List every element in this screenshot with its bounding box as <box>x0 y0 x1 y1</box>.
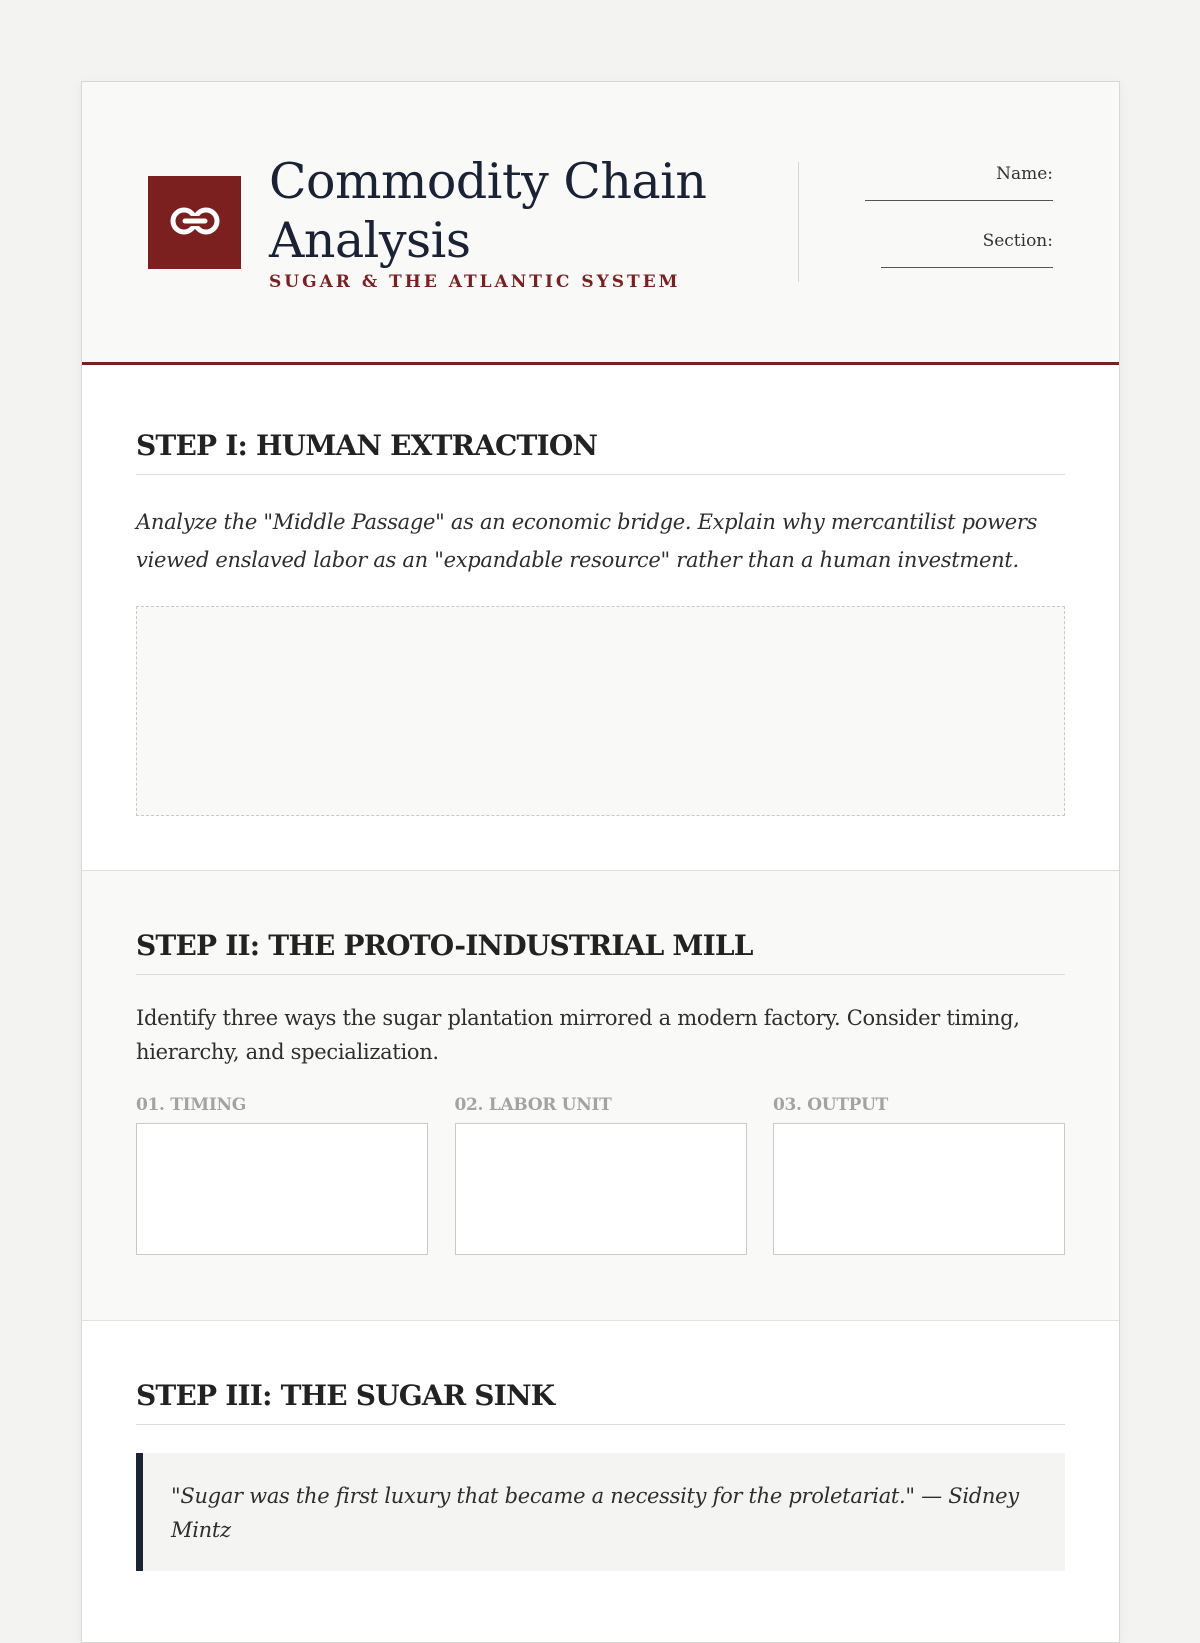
step-1-title: STEP I: HUMAN EXTRACTION <box>136 429 1065 475</box>
mintz-quote: "Sugar was the first luxury that became a necessity for the proletariat." — Sidney Mintz <box>136 1453 1065 1571</box>
name-label: Name: <box>996 164 1053 184</box>
output-label: 03. OUTPUT <box>773 1095 889 1115</box>
labor-unit-column <box>455 1095 747 1255</box>
page-subtitle: SUGAR & THE ATLANTIC SYSTEM <box>269 272 681 292</box>
step-2-title: STEP II: THE PROTO-INDUSTRIAL MILL <box>136 929 1065 975</box>
worksheet-header <box>82 82 1119 365</box>
section-field[interactable] <box>881 253 1053 268</box>
labor-unit-answer-box[interactable] <box>455 1123 747 1255</box>
step-1-prompt: Analyze the "Middle Passage" as an economic bridge. Explain why mercantilist powers viewed enslaved labor as an "expandable resource" rather than a human investment. <box>136 510 1038 572</box>
link-icon <box>170 206 220 240</box>
step-3-title: STEP III: THE SUGAR SINK <box>136 1379 1065 1425</box>
step-1-answer-box[interactable] <box>136 606 1065 816</box>
step-2-answer-grid <box>136 1095 1065 1255</box>
student-fields <box>833 164 1053 298</box>
title-block <box>269 152 769 292</box>
page-title: Commodity Chain Analysis <box>269 153 707 269</box>
timing-column <box>136 1095 428 1255</box>
output-answer-box[interactable] <box>773 1123 1065 1255</box>
worksheet <box>81 81 1120 1643</box>
timing-answer-box[interactable] <box>136 1123 428 1255</box>
step-2-section <box>82 871 1119 1321</box>
timing-label: 01. TIMING <box>136 1095 246 1115</box>
step-2-prompt: Identify three ways the sugar plantation mirrored a modern factory. Consider timing, hierarchy, and specialization. <box>136 1006 1020 1064</box>
output-column <box>773 1095 1065 1255</box>
labor-unit-label: 02. LABOR UNIT <box>454 1095 612 1115</box>
name-field[interactable] <box>865 186 1053 201</box>
section-label: Section: <box>982 231 1053 251</box>
step-1-section <box>82 365 1119 871</box>
logo-badge <box>148 176 241 269</box>
header-divider <box>798 162 799 282</box>
step-3-section <box>82 1321 1119 1643</box>
